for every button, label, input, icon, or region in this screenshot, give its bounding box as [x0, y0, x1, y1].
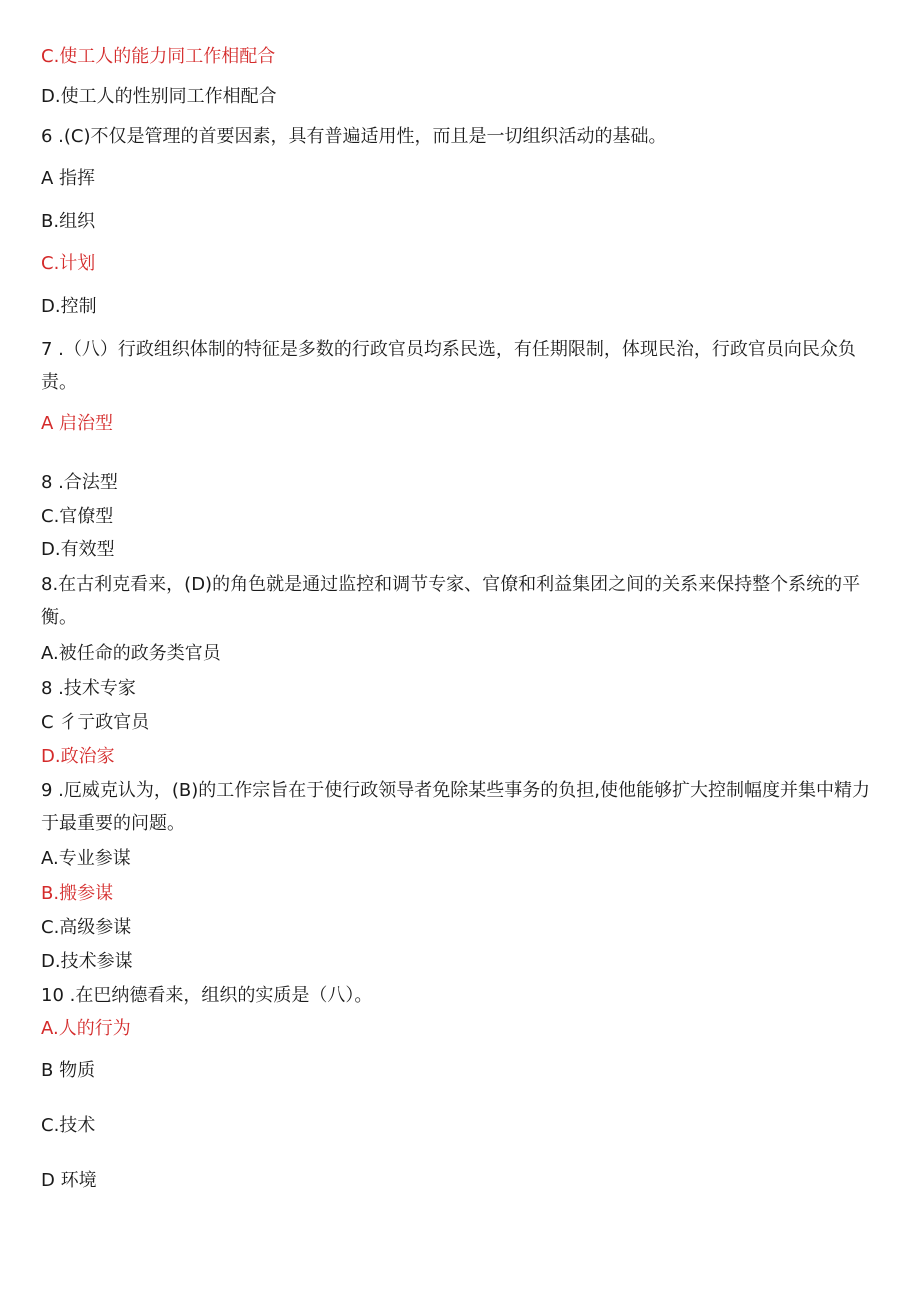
q7-option-a-correct: A 启治型	[41, 413, 114, 434]
q9-option-d: D.技术参谋	[41, 951, 133, 972]
q9-option-a: A.专业参谋	[41, 848, 131, 869]
q10-option-d: D 环境	[41, 1170, 97, 1191]
q9-option-b-correct: B.搬参谋	[41, 883, 114, 904]
q6-option-a: A 指挥	[41, 168, 96, 189]
q8-option-d-correct: D.政治家	[41, 746, 115, 767]
q10-option-a-correct: A.人的行为	[41, 1018, 131, 1039]
q8-option-c: C 彳亍政官员	[41, 712, 150, 733]
q10-stem: 10 .在巴纳德看来，组织的实质是（八）。	[41, 985, 373, 1006]
q6-option-b: B.组织	[41, 211, 96, 232]
q6-stem: 6 .(C)不仅是管理的首要因素，具有普遍适用性，而且是一切组织活动的基础。	[41, 126, 667, 147]
q7-option-c: C.官僚型	[41, 506, 114, 527]
q8-option-b: 8 .技术专家	[41, 678, 136, 699]
q5-option-d: D.使工人的性别同工作相配合	[41, 86, 277, 107]
q8-stem: 8.在古利克看来，(D)的角色就是通过监控和调节专家、官僚和利益集团之间的关系来保持整个系统的平衡。	[41, 574, 861, 628]
q10-option-b: B 物质	[41, 1060, 96, 1081]
q6-option-d: D.控制	[41, 296, 97, 317]
q6-option-c-correct: C.计划	[41, 253, 96, 274]
q5-option-c-correct: C.使工人的能力同工作相配合	[41, 46, 276, 67]
q8-option-a: A.被任命的政务类官员	[41, 643, 221, 664]
q9-stem: 9 .厄威克认为，(B)的工作宗旨在于使行政领导者免除某些事务的负担,使他能够扩大控制幅度并集中精力于最重要的问题。	[41, 780, 871, 834]
q7-stem: 7 .（八）行政组织体制的特征是多数的行政官员均系民选，有任期限制，体现民治，行政官员向民众负责。	[41, 339, 856, 393]
q10-option-c: C.技术	[41, 1115, 96, 1136]
q9-option-c: C.高级参谋	[41, 917, 132, 938]
q7-option-d: D.有效型	[41, 539, 115, 560]
q7-option-b: 8 .合法型	[41, 472, 118, 493]
